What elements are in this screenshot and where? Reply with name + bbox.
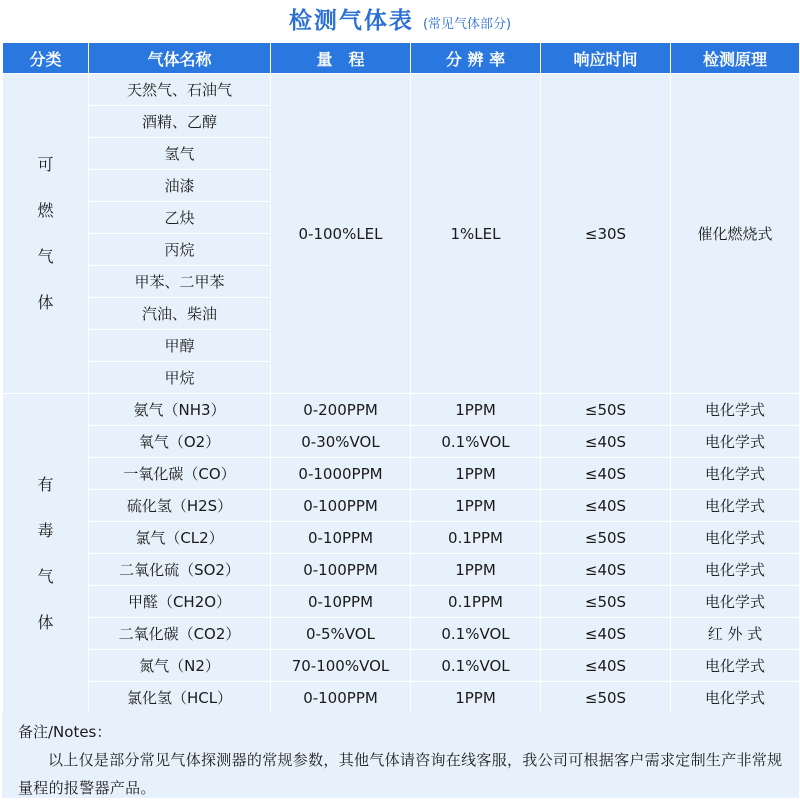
gas-name-cell: 乙炔	[89, 202, 271, 234]
gas-name-cell: 氮气（N2）	[89, 650, 271, 682]
header-gas-name: 气体名称	[89, 43, 271, 74]
resolution-cell: 1PPM	[411, 458, 541, 490]
gas-name-cell: 甲醇	[89, 330, 271, 362]
category-char: 毒	[37, 520, 54, 540]
response-cell: ≤50S	[541, 522, 671, 554]
table-row	[3, 618, 800, 650]
range-cell: 0-100PPM	[271, 682, 411, 714]
response-cell: ≤40S	[541, 490, 671, 522]
category-char: 燃	[37, 200, 54, 220]
table-row	[3, 650, 800, 682]
response-cell: ≤50S	[541, 682, 671, 714]
principle-cell: 电化学式	[671, 554, 800, 586]
page-subtitle: (常见气体部分)	[422, 17, 512, 32]
notes-label: 备注/Notes：	[18, 723, 112, 741]
gas-name-cell: 一氧化碳（CO）	[89, 458, 271, 490]
header-principle: 检测原理	[671, 43, 800, 74]
table-row	[3, 74, 800, 106]
gas-name-cell: 氢气	[89, 138, 271, 170]
category-char: 气	[37, 246, 54, 266]
resolution-cell: 1PPM	[411, 682, 541, 714]
category-toxic	[3, 394, 89, 714]
table-row	[3, 554, 800, 586]
response-cell: ≤50S	[541, 586, 671, 618]
range-cell: 0-200PPM	[271, 394, 411, 426]
header-row	[3, 43, 800, 74]
gas-name-cell: 氯化氢（HCL）	[89, 682, 271, 714]
resolution-cell: 0.1%VOL	[411, 426, 541, 458]
principle-cell: 催化燃烧式	[671, 74, 800, 394]
category-char: 有	[37, 474, 54, 494]
range-cell: 0-30%VOL	[271, 426, 411, 458]
table-title	[0, 0, 800, 42]
table-row	[3, 682, 800, 714]
principle-cell: 电化学式	[671, 426, 800, 458]
range-cell: 0-1000PPM	[271, 458, 411, 490]
header-category: 分类	[3, 43, 89, 74]
gas-name-cell: 甲烷	[89, 362, 271, 394]
resolution-cell: 0.1%VOL	[411, 650, 541, 682]
range-cell: 0-100%LEL	[271, 74, 411, 394]
response-cell: ≤40S	[541, 650, 671, 682]
table-row	[3, 522, 800, 554]
principle-cell: 电化学式	[671, 586, 800, 618]
resolution-cell: 0.1PPM	[411, 586, 541, 618]
gas-name-cell: 丙烷	[89, 234, 271, 266]
gas-name-cell: 天然气、石油气	[89, 74, 271, 106]
header-response-time: 响应时间	[541, 43, 671, 74]
category-char: 体	[37, 612, 54, 632]
resolution-cell: 0.1%VOL	[411, 618, 541, 650]
response-cell: ≤30S	[541, 74, 671, 394]
category-char: 可	[37, 154, 54, 174]
principle-cell: 电化学式	[671, 650, 800, 682]
response-cell: ≤40S	[541, 554, 671, 586]
response-cell: ≤50S	[541, 394, 671, 426]
gas-name-cell: 二氧化碳（CO2）	[89, 618, 271, 650]
resolution-cell: 0.1PPM	[411, 522, 541, 554]
table-row	[3, 586, 800, 618]
gas-table	[2, 42, 800, 714]
response-cell: ≤40S	[541, 458, 671, 490]
category-char: 气	[37, 566, 54, 586]
notes-body: 以上仅是部分常见气体探测器的常规参数，其他气体请咨询在线客服，我公司可根据客户需求定制生产非常规量程的报警器产品。	[18, 751, 783, 797]
gas-name-cell: 油漆	[89, 170, 271, 202]
resolution-cell: 1PPM	[411, 490, 541, 522]
gas-name-cell: 氯气（CL2）	[89, 522, 271, 554]
resolution-cell: 1PPM	[411, 554, 541, 586]
resolution-cell: 1%LEL	[411, 74, 541, 394]
gas-name-cell: 酒精、乙醇	[89, 106, 271, 138]
principle-cell: 电化学式	[671, 490, 800, 522]
principle-cell: 电化学式	[671, 682, 800, 714]
category-combustible	[3, 74, 89, 394]
principle-cell: 电化学式	[671, 458, 800, 490]
principle-cell: 电化学式	[671, 394, 800, 426]
header-range: 量 程	[271, 43, 411, 74]
header-resolution: 分 辨 率	[411, 43, 541, 74]
range-cell: 0-100PPM	[271, 490, 411, 522]
table-row	[3, 426, 800, 458]
range-cell: 0-10PPM	[271, 586, 411, 618]
gas-name-cell: 硫化氢（H2S）	[89, 490, 271, 522]
response-cell: ≤40S	[541, 618, 671, 650]
principle-cell: 红 外 式	[671, 618, 800, 650]
table-row	[3, 394, 800, 426]
principle-cell: 电化学式	[671, 522, 800, 554]
range-cell: 70-100%VOL	[271, 650, 411, 682]
gas-name-cell: 氨气（NH3）	[89, 394, 271, 426]
notes-section	[2, 712, 799, 798]
gas-name-cell: 甲醛（CH2O）	[89, 586, 271, 618]
table-row	[3, 490, 800, 522]
page-title: 检测气体表	[288, 8, 414, 34]
gas-name-cell: 氧气（O2）	[89, 426, 271, 458]
range-cell: 0-5%VOL	[271, 618, 411, 650]
resolution-cell: 1PPM	[411, 394, 541, 426]
table-row	[3, 458, 800, 490]
gas-name-cell: 二氧化硫（SO2）	[89, 554, 271, 586]
category-char: 体	[37, 292, 54, 312]
response-cell: ≤40S	[541, 426, 671, 458]
range-cell: 0-100PPM	[271, 554, 411, 586]
range-cell: 0-10PPM	[271, 522, 411, 554]
gas-name-cell: 甲苯、二甲苯	[89, 266, 271, 298]
gas-name-cell: 汽油、柴油	[89, 298, 271, 330]
